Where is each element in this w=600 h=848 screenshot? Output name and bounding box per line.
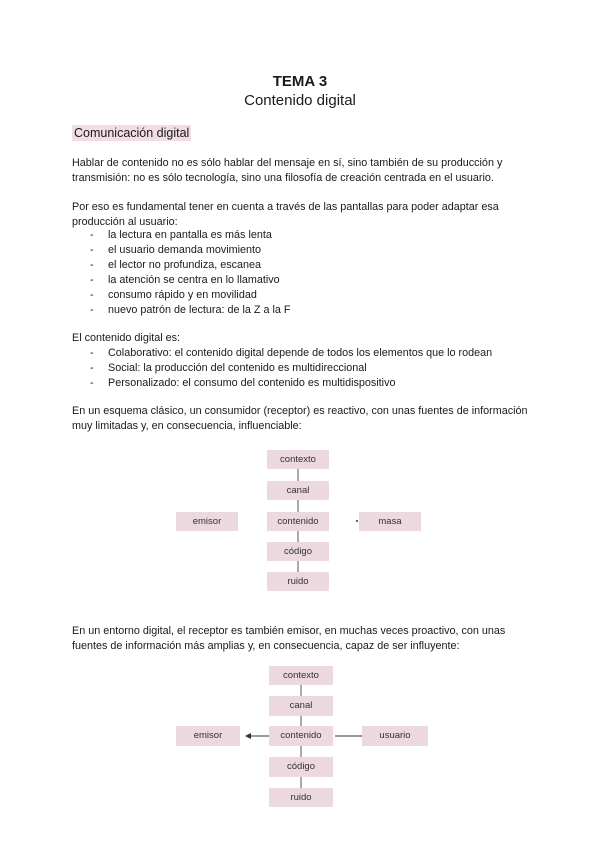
paragraph-intro: Hablar de contenido no es sólo hablar del mensaje en sí, sino también de su producción y transmisión: no es sólo tecnología, sino una filosofía de creación centrada en el usuario.	[72, 157, 503, 184]
canal-box: canal	[267, 481, 329, 500]
codigo-box: código	[269, 757, 333, 777]
contexto-box: contexto	[269, 666, 333, 685]
section-heading: Comunicación digital	[74, 126, 190, 140]
list-item: - Social: la producción del contenido es multidireccional	[72, 361, 492, 376]
page-subtitle: Contenido digital	[244, 92, 356, 109]
list-item: - la atención se centra en lo llamativo	[72, 273, 290, 288]
list-item: - consumo rápido y en movilidad	[72, 288, 290, 303]
canal-box: canal	[269, 696, 333, 716]
emisor-box: emisor	[176, 726, 240, 746]
paragraph-digital-content: El contenido digital es:	[72, 332, 181, 344]
receptor-dot	[356, 520, 358, 522]
list-item: - Colaborativo: el contenido digital depende de todos los elementos que lo rodean	[72, 346, 492, 361]
digital-content-list	[72, 346, 492, 391]
contexto-box: contexto	[267, 450, 329, 469]
paragraph-digital-environment: En un entorno digital, el receptor es también emisor, en muchas veces proactivo, con unas fuentes de información más amplias y, en consecuencia, capaz de ser influyente:	[72, 625, 506, 652]
receptor-box: masa	[359, 512, 421, 531]
list-item: - el usuario demanda movimiento	[72, 243, 290, 258]
contenido-box: contenido	[269, 726, 333, 746]
page-title: TEMA 3	[272, 73, 328, 90]
paragraph-classic-scheme: En un esquema clásico, un consumidor (receptor) es reactivo, con unas fuentes de información muy limitadas y, en consecuencia, influenciable:	[72, 405, 528, 432]
list-item: - la lectura en pantalla es más lenta	[72, 228, 290, 243]
list-item: - Personalizado: el consumo del contenido es multidispositivo	[72, 376, 492, 391]
contenido-box: contenido	[267, 512, 329, 531]
emisor-box: emisor	[176, 512, 238, 531]
codigo-box: código	[267, 542, 329, 561]
ruido-box: ruido	[269, 788, 333, 807]
list-item: - el lector no profundiza, escanea	[72, 258, 290, 273]
paragraph-screens: Por eso es fundamental tener en cuenta a través de las pantallas para poder adaptar esa producción al usuario:	[72, 201, 499, 228]
list-item: - nuevo patrón de lectura: de la Z a la F	[72, 303, 290, 318]
screen-reading-list	[72, 228, 290, 318]
ruido-box: ruido	[267, 572, 329, 591]
usuario-box: usuario	[362, 726, 428, 746]
